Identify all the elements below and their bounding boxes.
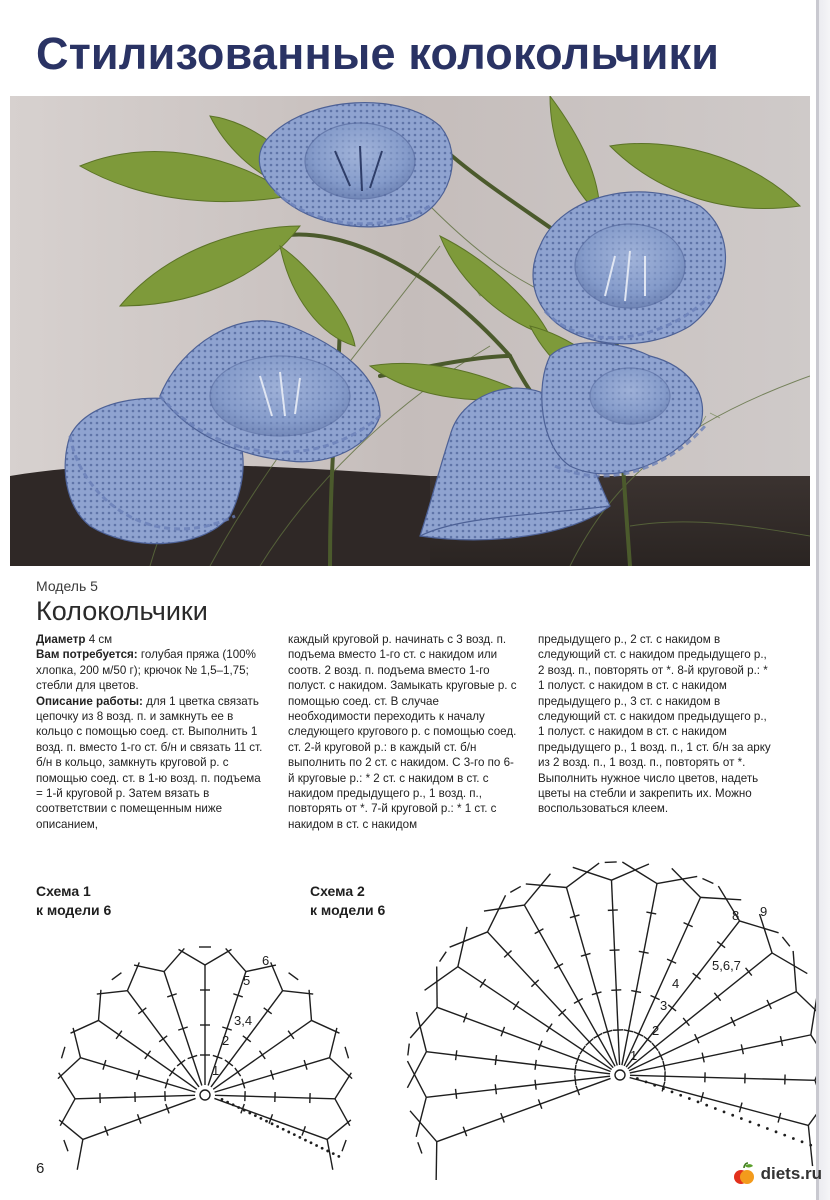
apple-logo-icon [733, 1162, 755, 1186]
page-edge [816, 0, 830, 1200]
page-title: Стилизованные колокольчики [36, 28, 720, 79]
chart-row-label: 2 [652, 1023, 660, 1038]
diameter-label: Диаметр [36, 633, 86, 646]
instructions-column-1 [36, 632, 268, 832]
materials-label: Вам потребуется: [36, 648, 138, 662]
diameter-value: 4 см [88, 633, 113, 646]
watermark-text: diets.ru [760, 1164, 822, 1183]
model-number: Модель 5 [36, 578, 98, 594]
chart-row-label: 3,4 [234, 1013, 253, 1028]
chart-row-label: 8 [732, 908, 740, 923]
chart-row-label: 5,6,7 [712, 958, 741, 973]
crochet-diagram-2 [407, 862, 816, 1180]
materials-text: голубая пряжа (100% хлопка, 200 м/50 г); крючок № 1,5–1,75; стебли для цветов. [36, 648, 256, 693]
chart-row-label: 4 [672, 976, 680, 991]
model-title: Колокольчики [36, 596, 208, 626]
chart-row-label: 1 [212, 1063, 220, 1078]
chart-row-label: 6 [262, 953, 270, 968]
instructions-column-3 [538, 632, 774, 817]
description-label: Описание работы: [36, 694, 143, 708]
chart-row-label: 3 [660, 998, 668, 1013]
crochet-diagrams [0, 820, 816, 1180]
chart-row-label: 1 [630, 1048, 638, 1063]
scheme-1-subtitle: к модели 6 [36, 902, 112, 918]
scheme-1-title: Схема 1 [36, 883, 91, 899]
scheme-2-title: Схема 2 [310, 883, 365, 899]
description-text-2: каждый круговой р. начинать с 3 возд. п. подъема вместо 1-го ст. с накидом или соотв. 2 возд. п. подъема вместо 1-го полуст. с накидом. Замыкать круговые р. с помощью соед. ст. В случае необходимости переходить к началу следующего кругового р. с помощью соед. ст. 2-й круговой р.: в каждый ст. б/н выполнить по 2 ст. с накидом. С 3-го по 6-й круговые р.: * 2 ст. с накидом в ст. с накидом предыдущего р., 1 возд. п., повторять от *. 7-й круговой р.: * 1 ст. с накидом в ст. с накидом [288, 633, 517, 831]
scheme-2-subtitle: к модели 6 [310, 902, 386, 918]
site-watermark [733, 1162, 822, 1186]
chart-row-label: 2 [222, 1033, 230, 1048]
page-number: 6 [36, 1160, 45, 1177]
description-text-1: для 1 цветка связать цепочку из 8 возд. п. и замкнуть ее в кольцо с помощью соед. ст. Выполнить 1 возд. п. вместо 1-го ст. б/н и связать 11 ст. б/н в кольцо, замкнуть круговой р. с помощью соед. ст. в 1-ю возд. п. подъема = 1-й круговой р. Затем вязать в соответствии с помещенным ниже описанием, [36, 694, 263, 831]
instructions-column-2 [288, 632, 520, 832]
crochet-diagram-1 [58, 947, 352, 1170]
chart-row-label: 9 [760, 904, 768, 919]
description-text-3: предыдущего р., 2 ст. с накидом в следующий ст. с накидом предыдущего р., 2 возд. п., повторять от *. 8-й круговой р.: * 1 полуст. с накидом в ст. с накидом предыдущего р., 3 ст. с накидом в следующий ст. с накидом предыдущего р., 1 полуст. с накидом в ст. с накидом предыдущего р., 1 возд. п., 1 ст. б/н за арку из 2 возд. п., 1 возд. п., повторять от *. Выполнить нужное число цветов, надеть цветы на стебли и закрепить их. Можно воспользоваться клеем. [538, 633, 771, 816]
chart-row-label: 5 [243, 973, 251, 988]
bellflowers-photo [10, 96, 810, 566]
